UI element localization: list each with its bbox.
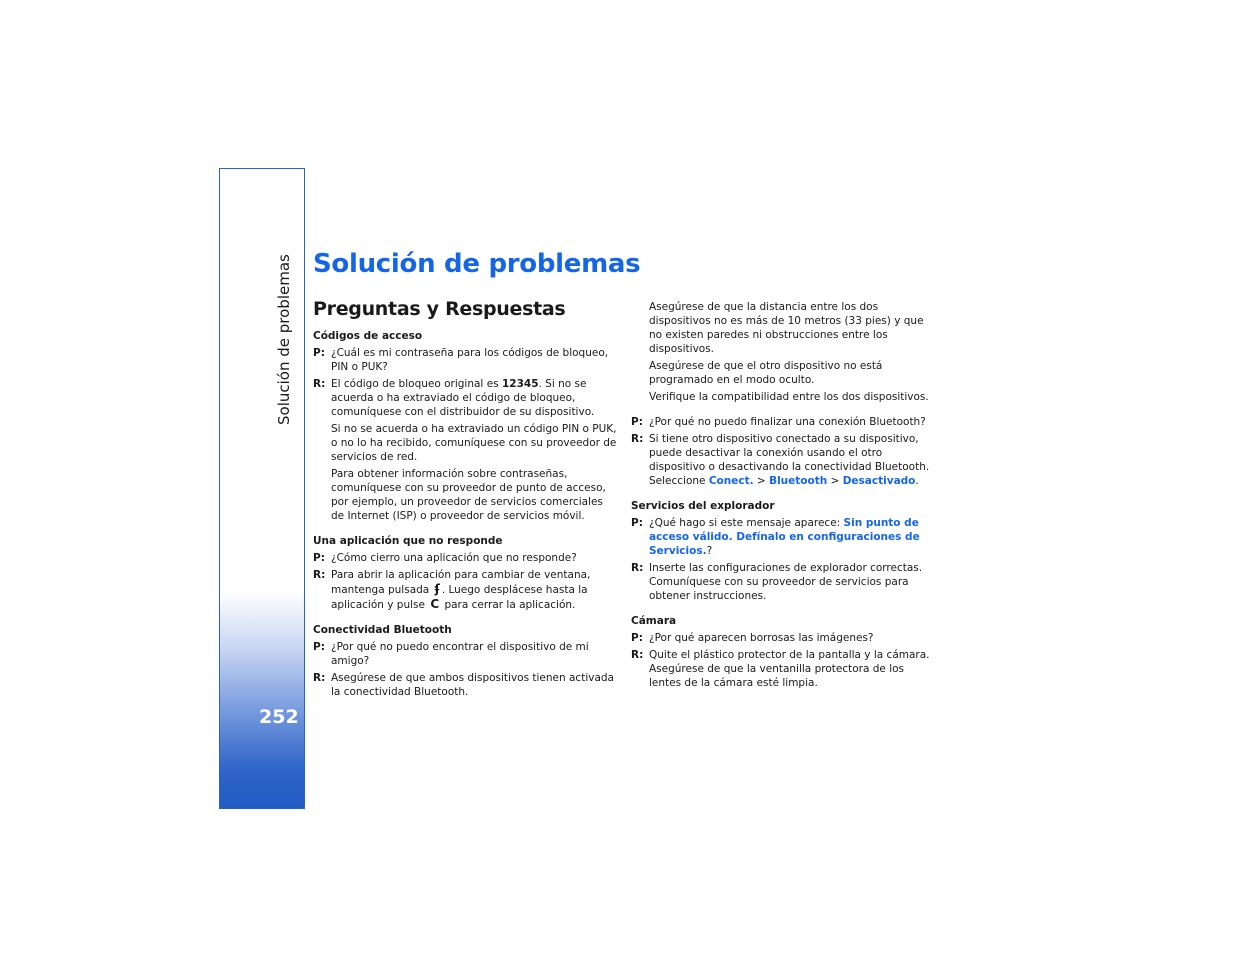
answer-text: . Si no se acuerda o ha extraviado el código de bloqueo, comuníquese con el distribuidor de su dispositivo. <box>331 378 595 418</box>
r-label: R: <box>631 649 644 661</box>
menu-path-conect: Conect. <box>708 475 754 487</box>
p-label: P: <box>313 641 325 653</box>
question <box>631 631 936 645</box>
answer <box>631 648 936 690</box>
column-left <box>313 329 618 702</box>
answer-text: Si tiene otro dispositivo conectado a su dispositivo, puede desactivar la conexión usando el otro dispositivo o desactivando la conectividad Bluetooth. Seleccione <box>649 433 930 487</box>
error-message: Sin punto de acceso válido. Defínalo en configuraciones de Servicios. <box>649 517 920 557</box>
question <box>631 415 936 429</box>
paragraph: Asegúrese de que el otro dispositivo no está programado en el modo oculto. <box>649 360 883 386</box>
p-label: P: <box>631 517 643 529</box>
answer-text: . <box>915 475 919 487</box>
subheading-camera: Cámara <box>631 615 677 627</box>
r-label: R: <box>313 378 326 390</box>
menu-key-icon: ʄ <box>434 582 440 596</box>
subheading-app: Una aplicación que no responde <box>313 535 503 547</box>
menu-path-desactivado: Desactivado <box>842 475 916 487</box>
path-separator: > <box>753 475 770 487</box>
p-label: P: <box>313 552 325 564</box>
page-title: Solución de problemas <box>313 249 641 279</box>
p-label: P: <box>631 416 643 428</box>
p-label: P: <box>313 347 325 359</box>
paragraph: Verifique la compatibilidad entre los dos dispositivos. <box>649 391 929 403</box>
question <box>631 516 936 558</box>
answer-text: Inserte las configuraciones de explorador correctas. Comuníquese con su proveedor de servicios para obtener instrucciones. <box>649 562 923 602</box>
lock-code: 12345 <box>501 378 539 390</box>
question-text: ¿Por qué no puedo finalizar una conexión Bluetooth? <box>649 416 926 428</box>
answer <box>313 671 618 699</box>
question-text: ? <box>706 545 713 557</box>
answer-text: Asegúrese de que ambos dispositivos tienen activada la conectividad Bluetooth. <box>331 672 614 698</box>
paragraph: Asegúrese de que la distancia entre los dos dispositivos no es más de 10 metros (33 pies) y que no existen paredes ni obstrucciones entre los dispositivos. <box>649 301 924 355</box>
answer-text: . Luego desplácese hasta la aplicación y pulse <box>331 584 588 611</box>
answer-text: Quite el plástico protector de la pantalla y la cámara. Asegúrese de que la ventanilla protectora de los lentes de la cámara esté limpia. <box>649 649 930 689</box>
question <box>313 346 618 374</box>
question-text: ¿Por qué aparecen borrosas las imágenes? <box>649 632 874 644</box>
answer-text: Para abrir la aplicación para cambiar de ventana, mantenga pulsada <box>331 569 591 596</box>
r-label: R: <box>631 433 644 445</box>
page-number: 252 <box>259 706 299 728</box>
p-label: P: <box>631 632 643 644</box>
menu-path-bluetooth: Bluetooth <box>769 475 828 487</box>
answer <box>313 568 618 612</box>
question-text: ¿Qué hago si este mensaje aparece: <box>649 517 844 529</box>
column-right <box>631 300 936 693</box>
r-label: R: <box>313 569 326 581</box>
paragraph: Para obtener información sobre contraseñas, comuníquese con su proveedor de punto de acceso, por ejemplo, un proveedor de servicios comerciales de Internet (ISP) o proveedor de servicios móvil. <box>331 468 606 522</box>
answer-text: para cerrar la aplicación. <box>441 599 576 611</box>
paragraph: Si no se acuerda o ha extraviado un código PIN o PUK, o no lo ha recibido, comuníquese con su proveedor de servicios de red. <box>331 423 617 463</box>
subheading-bluetooth: Conectividad Bluetooth <box>313 624 452 636</box>
r-label: R: <box>631 562 644 574</box>
section-heading: Preguntas y Respuestas <box>313 298 566 320</box>
subheading-codigos: Códigos de acceso <box>313 330 423 342</box>
answer <box>631 432 936 488</box>
question-text: ¿Cómo cierro una aplicación que no responde? <box>331 552 577 564</box>
subheading-browser: Servicios del explorador <box>631 500 775 512</box>
sidebar-title: Solución de problemas <box>275 254 293 425</box>
question-text: ¿Por qué no puedo encontrar el dispositivo de mi amigo? <box>331 641 589 667</box>
r-label: R: <box>313 672 326 684</box>
question <box>313 551 618 565</box>
question-text: ¿Cuál es mi contraseña para los códigos de bloqueo, PIN o PUK? <box>331 347 609 373</box>
answer <box>313 377 618 419</box>
question <box>313 640 618 668</box>
answer <box>631 561 936 603</box>
path-separator: > <box>827 475 843 487</box>
clear-key-icon: C <box>430 597 440 611</box>
answer-text: El código de bloqueo original es <box>331 378 502 390</box>
